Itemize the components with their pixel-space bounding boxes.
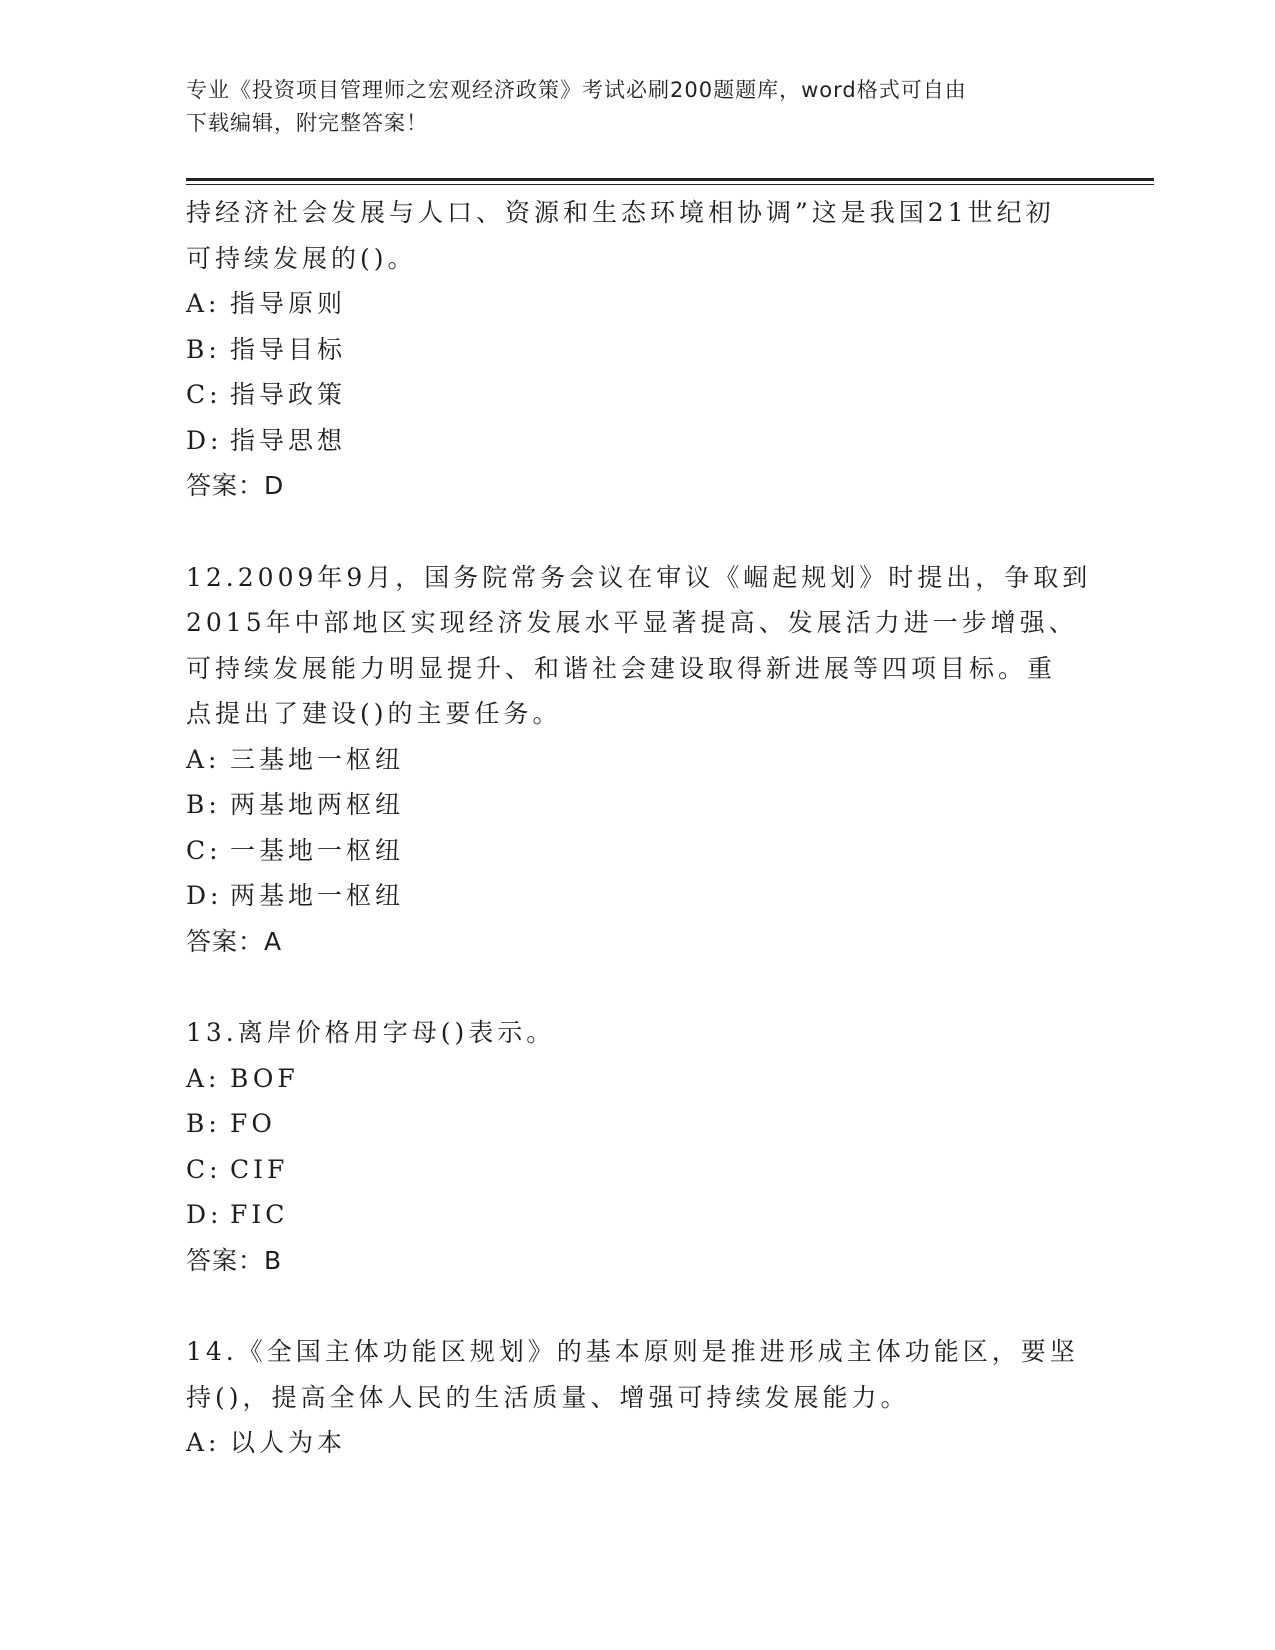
question-text-line: 持经济社会发展与人口、资源和生态环境相协调”这是我国21世纪初 bbox=[186, 198, 1055, 227]
option-c bbox=[186, 372, 1086, 418]
option-a bbox=[186, 1056, 1086, 1102]
option-text: 以人为本 bbox=[230, 1428, 347, 1457]
header-line-1: 专业《投资项目管理师之宏观经济政策》考试必刷200题题库，word格式可自由 bbox=[186, 78, 967, 102]
option-b bbox=[186, 782, 1086, 828]
question-text-line: 点提出了建设()的主要任务。 bbox=[186, 699, 562, 728]
header-rule-thin bbox=[186, 184, 1154, 185]
option-text: 两基地一枢纽 bbox=[230, 881, 405, 910]
header-line-2: 下载编辑，附完整答案！ bbox=[186, 111, 428, 135]
option-key: C: bbox=[186, 1154, 222, 1184]
option-key: B: bbox=[186, 1109, 221, 1138]
option-a bbox=[186, 281, 1086, 327]
option-text: 指导原则 bbox=[230, 289, 347, 318]
option-key: D: bbox=[186, 425, 223, 455]
question-11 bbox=[186, 190, 1086, 509]
option-c bbox=[186, 828, 1086, 874]
option-key: D: bbox=[186, 1200, 223, 1229]
option-c bbox=[186, 1147, 1086, 1193]
option-text: FO bbox=[230, 1109, 276, 1138]
option-key: B: bbox=[186, 790, 221, 819]
answer: 答案：B bbox=[186, 1245, 283, 1275]
spacer bbox=[186, 964, 1086, 1010]
option-key: D: bbox=[186, 881, 223, 910]
question-text-line: 14.《全国主体功能区规划》的基本原则是推进形成主体功能区，要坚 bbox=[186, 1337, 1079, 1366]
question-text-line: 12.2009年9月，国务院常务会议在审议《崛起规划》时提出，争取到 bbox=[186, 562, 1092, 592]
option-text: FIC bbox=[230, 1200, 289, 1229]
option-text: 指导政策 bbox=[230, 380, 347, 409]
option-text: BOF bbox=[230, 1063, 299, 1093]
question-text-line: 可持续发展的()。 bbox=[186, 243, 417, 273]
question-text-line: 13.离岸价格用字母()表示。 bbox=[186, 1018, 556, 1047]
option-a bbox=[186, 737, 1086, 783]
option-key: A: bbox=[186, 1063, 221, 1093]
option-text: 两基地两枢纽 bbox=[230, 790, 405, 819]
question-13 bbox=[186, 1010, 1086, 1283]
option-key: C: bbox=[186, 835, 222, 865]
option-key: A: bbox=[186, 1428, 221, 1457]
document-body bbox=[186, 190, 1092, 1466]
option-key: C: bbox=[186, 380, 222, 409]
option-key: A: bbox=[186, 289, 221, 318]
question-text-line: 2015年中部地区实现经济发展水平显著提高、发展活力进一步增强、 bbox=[186, 608, 1078, 637]
question-12 bbox=[186, 555, 1092, 965]
option-text: CIF bbox=[230, 1154, 289, 1184]
document-header bbox=[186, 74, 1066, 140]
option-text: 指导思想 bbox=[230, 425, 347, 455]
answer: 答案：A bbox=[186, 926, 283, 956]
option-key: B: bbox=[186, 334, 221, 364]
option-d bbox=[186, 418, 1086, 464]
option-text: 一基地一枢纽 bbox=[230, 835, 405, 865]
option-b bbox=[186, 327, 1086, 373]
option-b bbox=[186, 1101, 1086, 1147]
option-a bbox=[186, 1420, 1086, 1466]
option-text: 三基地一枢纽 bbox=[230, 744, 405, 774]
spacer bbox=[186, 1283, 1086, 1329]
spacer bbox=[186, 509, 1086, 555]
option-d bbox=[186, 1192, 1086, 1238]
header-rule-thick bbox=[186, 178, 1154, 181]
option-key: A: bbox=[186, 744, 221, 774]
question-text-line: 持()，提高全体人民的生活质量、增强可持续发展能力。 bbox=[186, 1382, 910, 1412]
option-text: 指导目标 bbox=[230, 334, 347, 364]
question-text-line: 可持续发展能力明显提升、和谐社会建设取得新进展等四项目标。重 bbox=[186, 653, 1057, 683]
answer: 答案：D bbox=[186, 471, 285, 500]
question-14 bbox=[186, 1329, 1086, 1466]
option-d bbox=[186, 873, 1086, 919]
